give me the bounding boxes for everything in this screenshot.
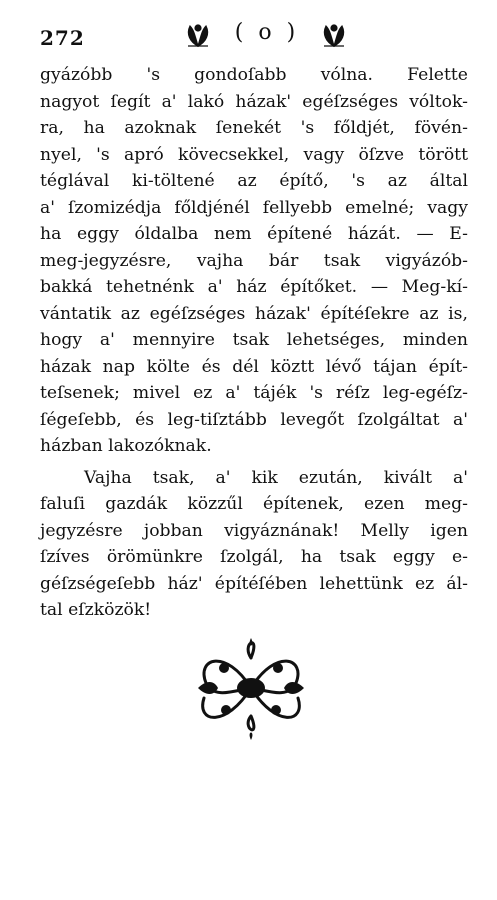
text-line: Vajha tsak, a' kik ezután, kivált a' — [84, 467, 468, 488]
flower-ornament-icon — [318, 20, 350, 50]
page-header — [0, 12, 497, 58]
floral-vignette-icon — [186, 628, 316, 748]
text-line: ha eggy óldalba nem építené házát. — E- — [40, 224, 468, 244]
text-line: nyel, 's apró kövecsekkel, vagy öſzve törött — [40, 144, 468, 165]
text-line: géſzségeſebb ház' építéſében lehettünk ez ál- — [40, 573, 468, 594]
body-text — [40, 62, 468, 624]
text-line: gyázóbb 's gondoſabb vólna. Felette — [40, 65, 468, 85]
text-line: bakká tehetnénk a' ház építőket. — Meg-kí- — [40, 277, 468, 297]
paragraph — [40, 465, 468, 624]
text-line: hogy a' mennyire tsak lehetséges, minden — [40, 330, 468, 350]
text-line: tal eſzközök! — [40, 600, 152, 620]
text-line: nagyot ſegít a' lakó házak' egéſzséges vóltok- — [40, 91, 468, 112]
page-number: 272 — [40, 26, 85, 50]
text-line: ſégeſebb, és leg-tiſztább levegőt ſzolgáltat a' — [40, 409, 468, 430]
flower-ornament-icon — [182, 20, 214, 50]
signature-mark: ( o ) — [234, 20, 300, 45]
text-line: ra, ha azoknak ſenekét 's főldjét, fövén- — [40, 118, 468, 138]
text-line: házak nap költe és dél köztt lévő tájan épít- — [40, 356, 468, 377]
header-ornament-group — [182, 16, 362, 54]
text-line: házban lakozóknak. — [40, 436, 212, 456]
text-line: meg-jegyzésre, vajha bár tsak vigyázób- — [40, 250, 468, 271]
text-line: téglával ki-töltené az építő, 's az által — [40, 171, 468, 191]
text-line: teſsenek; mivel ez a' tájék 's réſz leg-egéſz- — [40, 383, 468, 403]
text-line: vántatik az egéſzséges házak' építéſekre az is, — [40, 303, 468, 324]
text-line: jegyzésre jobban vigyáznának! Melly igen — [40, 520, 468, 541]
text-line: a' ſzomizédja főldjénél fellyebb emelné; vagy — [40, 197, 468, 218]
paragraph — [40, 62, 468, 460]
text-line: faluſi gazdák közzűl építenek, ezen meg- — [40, 494, 468, 514]
text-line: ſzíves örömünkre ſzolgál, ha tsak eggy e- — [40, 547, 468, 567]
